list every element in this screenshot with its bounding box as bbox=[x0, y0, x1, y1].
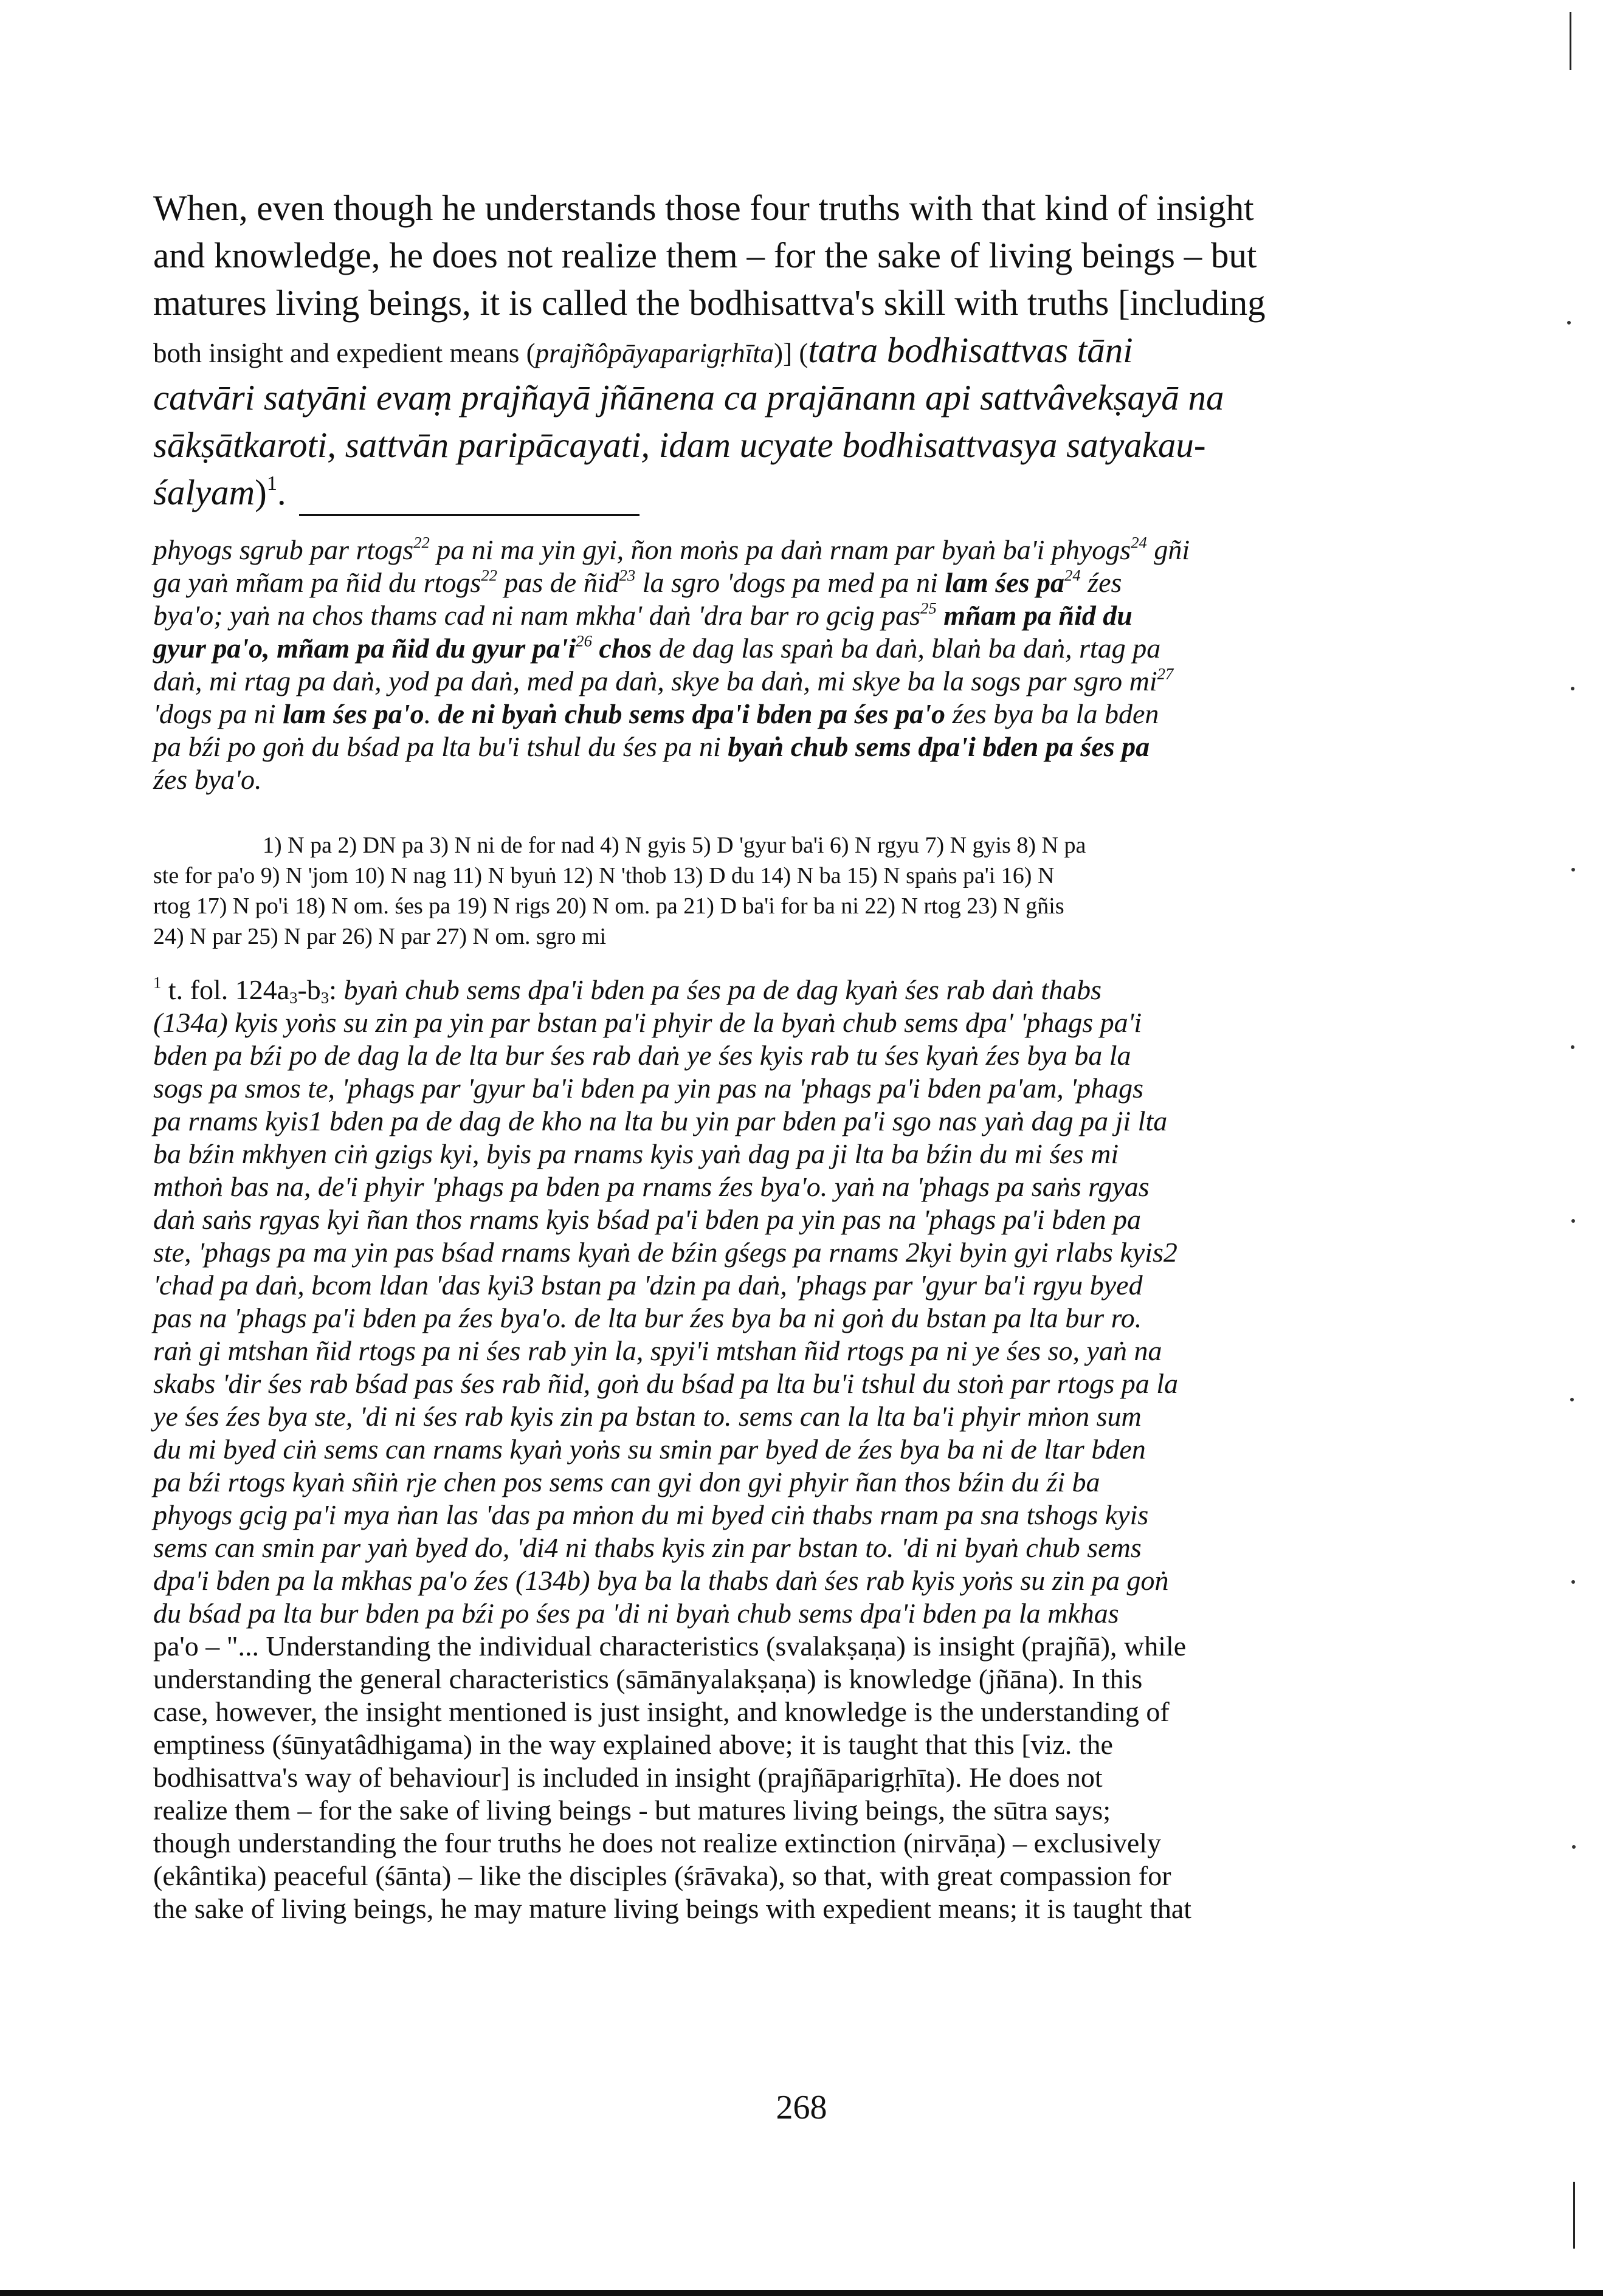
scan-speck bbox=[1570, 1398, 1574, 1401]
page-number: 268 bbox=[776, 2089, 827, 2126]
tibetan-line bbox=[153, 665, 1402, 698]
text-span: pa ni ma yin gyi, ñon moṅs pa daṅ rnam par byaṅ ba'i phyogs bbox=[429, 534, 1131, 565]
text-span bbox=[937, 600, 944, 631]
text-span: pa bźi po goṅ du bśad pa lta bu'i tshul du śes pa ni bbox=[153, 731, 728, 762]
bold-term: gyur pa'o, mñam pa ñid du gyur pa'i bbox=[153, 633, 576, 664]
variant-line: 1) N pa 2) DN pa 3) N ni de for nad 4) N gyis 5) D 'gyur ba'i 6) N rgyu 7) N gyis 8) N pa bbox=[263, 833, 1086, 858]
text-span: pas de ñid bbox=[497, 567, 619, 598]
footnote-line: understanding the general characteristics (sāmānyalakṣaṇa) is knowledge (jñāna). In this bbox=[153, 1663, 1143, 1694]
bold-term: byaṅ chub sems dpa'i bden pa śes pa bbox=[728, 731, 1150, 762]
bold-term: mñam pa ñid du bbox=[943, 600, 1132, 631]
footnote-ref: t. fol. 124a bbox=[168, 974, 290, 1005]
variant-marker: 24 bbox=[1064, 566, 1081, 585]
footnote-1 bbox=[153, 974, 1402, 1925]
bold-term: de ni byaṅ chub sems dpa'i bden pa śes pa'o bbox=[438, 698, 946, 729]
text-line: matures living beings, it is called the bodhisattva's skill with truths [including bbox=[153, 283, 1266, 323]
footnote-line: the sake of living beings, he may mature living beings with expedient means; it is taught that bbox=[153, 1893, 1192, 1924]
sanskrit-line: sākṣātkaroti, sattvān paripācayati, idam ucyate bodhisattvasya satyakau- bbox=[153, 425, 1206, 465]
tibetan-line bbox=[153, 763, 1402, 796]
footnote-marker: 1 bbox=[266, 472, 277, 495]
bold-term: chos bbox=[591, 633, 652, 664]
footnote-line: pa'o – "... Understanding the individual characteristics (svalakṣaṇa) is insight (prajñā), while bbox=[153, 1631, 1187, 1662]
footnote-line: raṅ gi mtshan ñid rtogs pa ni śes rab yin la, spyi'i mtshan ñid rtogs pa ni ye śes so, yaṅ na bbox=[153, 1335, 1162, 1366]
text-span: źes bya'o. bbox=[153, 764, 262, 795]
text-span: . bbox=[424, 698, 438, 729]
variant-marker: 25 bbox=[920, 599, 937, 617]
text-span: )] ( bbox=[774, 338, 808, 368]
text-line bbox=[153, 326, 1402, 374]
footnote-ref: -b bbox=[297, 974, 321, 1005]
footnote-line: bden pa bźi po de dag la de lta bur śes rab daṅ ye śes kyis rab tu śes kyaṅ źes bya ba la bbox=[153, 1040, 1131, 1071]
sanskrit-term: prajñôpāyaparigṛhīta bbox=[535, 338, 774, 368]
footnote-line: 'chad pa daṅ, bcom ldan 'das kyi3 bstan pa 'dzin pa daṅ, 'phags par 'gyur ba'i rgyu byed bbox=[153, 1270, 1143, 1301]
variant-marker: 26 bbox=[576, 631, 592, 650]
text-span: de dag las spaṅ ba daṅ, blaṅ ba daṅ, rtag pa bbox=[652, 633, 1161, 664]
text-span: phyogs sgrub par rtogs bbox=[153, 534, 414, 565]
bold-term: lam śes pa bbox=[945, 567, 1065, 598]
footnote-line: dpa'i bden pa la mkhas pa'o źes (134b) bya ba la thabs daṅ śes rab kyis yoṅs su zin pa goṅ bbox=[153, 1565, 1169, 1596]
tibetan-line bbox=[153, 599, 1402, 632]
variant-readings bbox=[153, 830, 1402, 952]
footnote-line: sems can smin par yaṅ byed do, 'di4 ni thabs kyis zin par bstan to. 'di ni byaṅ chub sems bbox=[153, 1532, 1142, 1563]
scan-edge-line-bottom bbox=[1573, 2182, 1575, 2249]
scan-edge-line-top bbox=[1570, 12, 1571, 70]
variant-line: 24) N par 25) N par 26) N par 27) N om. sgro mi bbox=[153, 924, 607, 949]
scan-speck bbox=[1571, 868, 1575, 871]
footnote-line: daṅ saṅs rgyas kyi ñan thos rnams kyis bśad pa'i bden pa yin pas na 'phags pa'i bden pa bbox=[153, 1204, 1141, 1235]
footnote-number: 1 bbox=[153, 973, 162, 992]
footnote-line: pa bźi rtogs kyaṅ sñiṅ rje chen pos sems can gyi don gyi phyir ñan thos bźin du źi ba bbox=[153, 1466, 1100, 1497]
footnote-line: realize them – for the sake of living beings - but matures living beings, the sūtra says; bbox=[153, 1795, 1111, 1826]
footnote-text: byaṅ chub sems dpa'i bden pa śes pa de dag kyaṅ śes rab daṅ thabs bbox=[343, 974, 1102, 1005]
text-span: daṅ, mi rtag pa daṅ, yod pa daṅ, med pa daṅ, skye ba daṅ, mi skye ba la sogs par sgro mi bbox=[153, 665, 1157, 696]
footnote-line: ye śes źes bya ste, 'di ni śes rab kyis zin pa bstan to. sems can la lta ba'i phyir mṅon sum bbox=[153, 1401, 1142, 1432]
scan-speck bbox=[1571, 1045, 1574, 1049]
text-span: ) bbox=[255, 472, 267, 512]
sanskrit-text: śalyam bbox=[153, 472, 255, 512]
text-line: and knowledge, he does not realize them – for the sake of living beings – but bbox=[153, 235, 1257, 275]
text-span: źes bya ba la bden bbox=[945, 698, 1159, 729]
footnote-line: bodhisattva's way of behaviour] is included in insight (prajñāparigṛhīta). He does not bbox=[153, 1762, 1103, 1793]
sanskrit-line: catvāri satyāni evaṃ prajñayā jñānena ca prajānann api sattvâvekṣayā na bbox=[153, 377, 1224, 418]
tibetan-line bbox=[153, 534, 1402, 566]
footnote-line: skabs 'dir śes rab bśad pas śes rab ñid, goṅ du bśad pa lta bu'i tshul du stoṅ par rtogs pa la bbox=[153, 1368, 1179, 1399]
scan-bottom-border bbox=[0, 2290, 1603, 2296]
text-span: la sgro 'dogs pa med pa ni bbox=[635, 567, 945, 598]
footnote-line: emptiness (śūnyatâdhigama) in the way explained above; it is taught that this [viz. the bbox=[153, 1729, 1113, 1760]
footnote-line: du bśad pa lta bur bden pa bźi po śes pa 'di ni byaṅ chub sems dpa'i bden pa la mkhas bbox=[153, 1598, 1119, 1629]
text-span: gñi bbox=[1146, 534, 1190, 565]
footnote-ref-sub: 3 bbox=[320, 988, 329, 1007]
footnote-separator bbox=[299, 514, 639, 516]
text-span: both insight and expedient means ( bbox=[153, 338, 536, 368]
tibetan-line bbox=[153, 698, 1402, 730]
tibetan-line bbox=[153, 730, 1402, 763]
variant-marker: 24 bbox=[1131, 533, 1147, 552]
text-span: . bbox=[277, 472, 286, 512]
footnote-line: mthoṅ bas na, de'i phyir 'phags pa bden pa rnams źes bya'o. yaṅ na 'phags pa saṅs rgyas bbox=[153, 1171, 1150, 1202]
footnote-ref-sub: 3 bbox=[289, 988, 298, 1007]
scan-speck bbox=[1567, 321, 1571, 325]
scan-speck bbox=[1572, 1845, 1576, 1849]
scan-speck bbox=[1571, 1219, 1575, 1223]
footnote-line: sogs pa smos te, 'phags par 'gyur ba'i bden pa yin pas na 'phags pa'i bden pa'am, 'phags bbox=[153, 1073, 1144, 1104]
footnote-line bbox=[153, 974, 1402, 1006]
variant-marker: 27 bbox=[1157, 664, 1174, 683]
scan-speck bbox=[1571, 687, 1574, 690]
text-span: ga yaṅ mñam pa ñid du rtogs bbox=[153, 567, 481, 598]
footnote-line: (134a) kyis yoṅs su zin pa yin par bstan pa'i phyir de la byaṅ chub sems dpa' 'phags pa'i bbox=[153, 1007, 1142, 1038]
main-paragraph bbox=[153, 184, 1402, 516]
footnote-line: pas na 'phags pa'i bden pa źes bya'o. de lta bur źes bya ba ni goṅ du bstan pa lta bur ro. bbox=[153, 1302, 1142, 1333]
variant-line: rtog 17) N po'i 18) N om. śes pa 19) N rigs 20) N om. pa 21) D ba'i for ba ni 22) N rtog 23) N gñis bbox=[153, 893, 1064, 919]
footnote-ref: : bbox=[329, 974, 337, 1005]
tibetan-passage bbox=[153, 534, 1402, 796]
scan-speck bbox=[1571, 1580, 1575, 1584]
bold-term: lam śes pa'o bbox=[283, 698, 424, 729]
text-span: źes bbox=[1080, 567, 1122, 598]
variant-marker: 22 bbox=[481, 566, 497, 585]
text-span: bya'o; yaṅ na chos thams cad ni nam mkha' daṅ 'dra bar ro gcig pas bbox=[153, 600, 921, 631]
footnote-line: phyogs gcig pa'i mya ṅan las 'das pa mṅon du mi byed ciṅ thabs rnam pa sna tshogs kyis bbox=[153, 1499, 1149, 1530]
text-span: 'dogs pa ni bbox=[153, 698, 283, 729]
footnote-line: (ekântika) peaceful (śānta) – like the disciples (śrāvaka), so that, with great compassion for bbox=[153, 1860, 1171, 1891]
tibetan-line bbox=[153, 632, 1402, 665]
footnote-line: though understanding the four truths he does not realize extinction (nirvāṇa) – exclusively bbox=[153, 1827, 1162, 1858]
text-line: When, even though he understands those four truths with that kind of insight bbox=[153, 188, 1254, 228]
variant-marker: 23 bbox=[619, 566, 636, 585]
tibetan-line bbox=[153, 566, 1402, 599]
variant-line: ste for pa'o 9) N 'jom 10) N nag 11) N byuṅ 12) N 'thob 13) D du 14) N ba 15) N spaṅs pa'i 16) N bbox=[153, 863, 1055, 888]
footnote-line: ste, 'phags pa ma yin pas bśad rnams kyaṅ de bźin gśegs pa rnams 2kyi byin gyi rlabs kyis2 bbox=[153, 1237, 1177, 1268]
footnote-line: case, however, the insight mentioned is just insight, and knowledge is the understanding of bbox=[153, 1696, 1170, 1727]
variant-marker: 22 bbox=[413, 533, 430, 552]
footnote-line: du mi byed ciṅ sems can rnams kyaṅ yoṅs su smin par byed de źes bya ba ni de ltar bden bbox=[153, 1434, 1146, 1465]
sanskrit-text: tatra bodhisattvas tāni bbox=[808, 330, 1133, 370]
footnote-line: pa rnams kyis1 bden pa de dag de kho na lta bu yin par bden pa'i sgo nas yaṅ dag pa ji lta bbox=[153, 1105, 1168, 1136]
text-line bbox=[153, 469, 1402, 516]
footnote-line: ba bźin mkhyen ciṅ gzigs kyi, byis pa rnams kyis yaṅ dag pa ji lta ba bźin du mi śes mi bbox=[153, 1138, 1119, 1169]
